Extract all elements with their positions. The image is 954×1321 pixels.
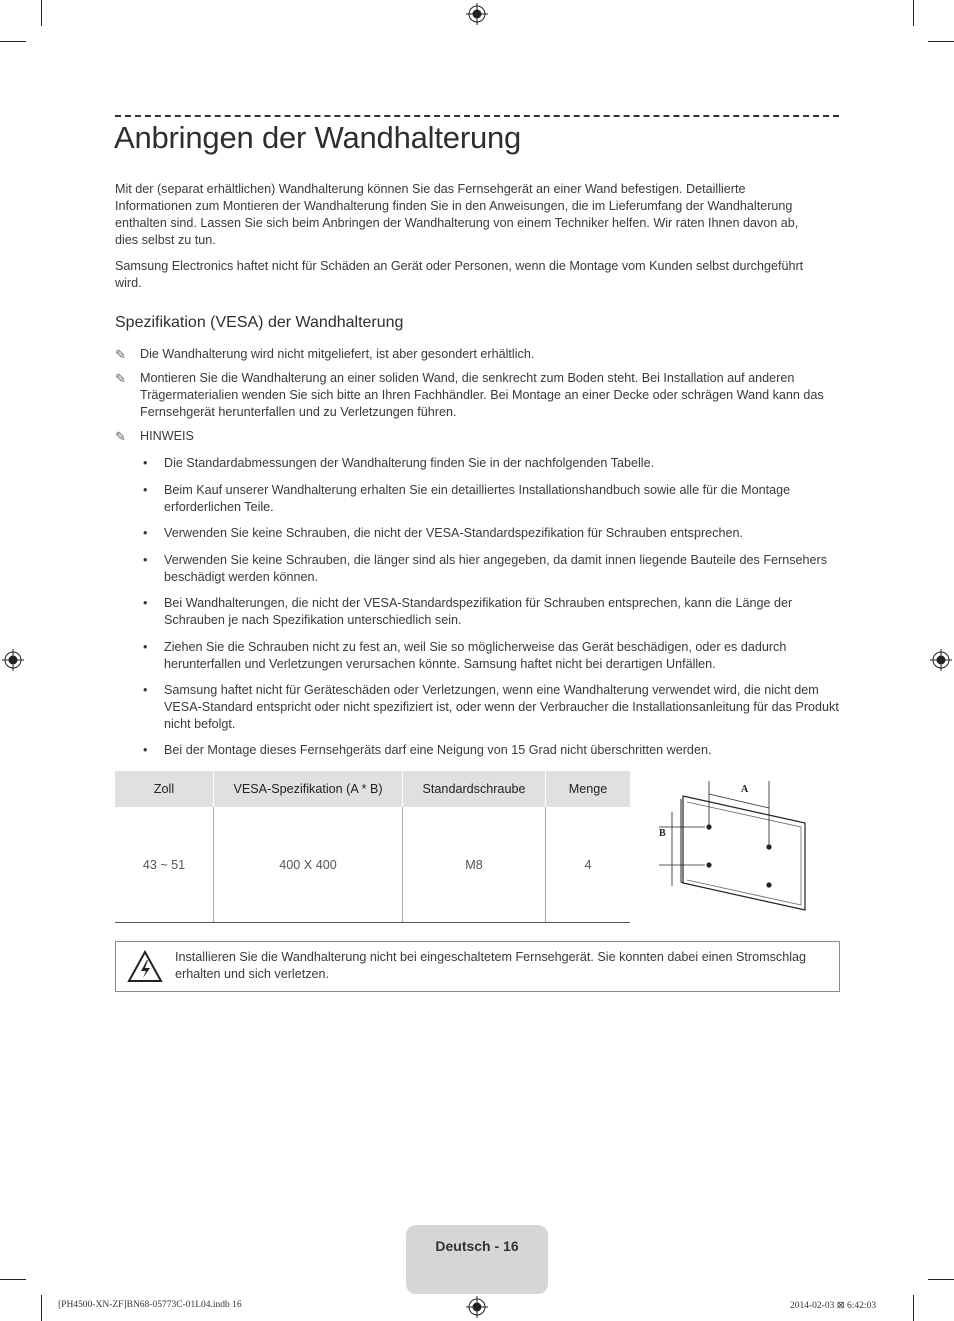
print-footer-left: [PH4500-XN-ZF]BN68-05773C-01L04.indb 16 bbox=[58, 1300, 242, 1310]
registration-mark-icon bbox=[466, 1296, 488, 1318]
intro-paragraph: Samsung Electronics haftet nicht für Schäden an Gerät oder Personen, wenn die Montage vom Kunden selbst durchgeführt wird. bbox=[115, 259, 804, 290]
note-item bbox=[115, 370, 839, 421]
crop-mark bbox=[928, 41, 954, 42]
list-item-text: Ziehen Sie die Schrauben nicht zu fest an, weil Sie so möglicherweise das Gerät beschädigen, oder es dadurch herunterfallen und Verletzungen verursachen könnte. Samsung haftet nicht bei derartigen Unfällen. bbox=[164, 640, 787, 671]
note-item bbox=[115, 428, 839, 445]
bullet-mark: • bbox=[143, 743, 148, 757]
title-rule bbox=[115, 115, 839, 117]
page-title: Anbringen der Wandhalterung bbox=[114, 120, 522, 155]
section-heading: Spezifikation (VESA) der Wandhalterung bbox=[115, 314, 404, 331]
electric-shock-warning-icon bbox=[127, 950, 163, 983]
crop-mark bbox=[41, 1295, 42, 1321]
crop-mark bbox=[928, 1279, 954, 1280]
warning-text: Installieren Sie die Wandhalterung nicht bei eingeschaltetem Fernsehgerät. Sie konnten dabei einen Stromschlag erhalten und sich verletzen. bbox=[175, 950, 807, 981]
column-header: Standardschraube bbox=[403, 771, 546, 807]
column-header: Zoll bbox=[115, 771, 214, 807]
bullet-mark: • bbox=[143, 456, 148, 470]
bullet-mark: • bbox=[143, 596, 148, 610]
bullet-mark: • bbox=[143, 553, 148, 567]
list-item-text: Die Standardabmessungen der Wandhalterung finden Sie in der nachfolgenden Tabelle. bbox=[164, 456, 655, 470]
list-item-text: Samsung haftet nicht für Geräteschäden oder Verletzungen, wenn eine Wandhalterung verwendet wird, die nicht dem VESA-Standard entspricht oder nicht spezifiziert ist, oder wenn der Verbraucher die Installationsanleitung für das Produkt nicht befolgt. bbox=[164, 683, 839, 731]
pencil-note-icon: ✎ bbox=[115, 371, 126, 386]
note-text: Die Wandhalterung wird nicht mitgeliefert, ist aber gesondert erhältlich. bbox=[140, 347, 535, 361]
table-cell: 400 X 400 bbox=[214, 807, 403, 923]
page-number-tab bbox=[406, 1225, 548, 1294]
table-row bbox=[115, 807, 630, 923]
dimension-label-a: A bbox=[741, 784, 749, 795]
registration-mark-icon bbox=[2, 649, 24, 671]
table-cell: 4 bbox=[546, 807, 631, 923]
table-header-row bbox=[115, 771, 630, 807]
column-header: Menge bbox=[546, 771, 631, 807]
note-text: Montieren Sie die Wandhalterung an einer soliden Wand, die senkrecht zum Boden steht. Bei Installation auf anderen Trägermaterialien wenden Sie sich bitte an Ihren Fachhändler. Bei Montage an einer Decke oder schrägen Wand kann das Fernsehgerät herunterfallen und zu Verletzungen führen. bbox=[140, 371, 824, 419]
page-number: Deutsch - 16 bbox=[435, 1238, 519, 1254]
pencil-note-icon: ✎ bbox=[115, 429, 126, 444]
bullet-mark: • bbox=[143, 683, 148, 697]
list-item-text: Beim Kauf unserer Wandhalterung erhalten Sie ein detailliertes Installationshandbuch sowie alle für die Montage erforderlichen Teile. bbox=[164, 483, 791, 514]
list-item-text: Verwenden Sie keine Schrauben, die länger sind als hier angegeben, da damit innen liegende Bauteile des Fernsehers beschädigt werden können. bbox=[164, 553, 828, 584]
dimension-label-b: B bbox=[659, 828, 666, 839]
bullet-mark: • bbox=[143, 483, 148, 497]
registration-mark-icon bbox=[466, 3, 488, 25]
crop-mark bbox=[0, 41, 26, 42]
column-header: VESA-Spezifikation (A * B) bbox=[214, 771, 403, 807]
vesa-spec-table bbox=[115, 771, 630, 923]
tv-back-diagram bbox=[655, 776, 811, 914]
registration-mark-icon bbox=[930, 649, 952, 671]
table-cell: 43 ~ 51 bbox=[115, 807, 214, 923]
bullet-mark: • bbox=[143, 640, 148, 654]
bullet-mark: • bbox=[143, 526, 148, 540]
note-heading: HINWEIS bbox=[140, 429, 194, 443]
table-cell: M8 bbox=[403, 807, 546, 923]
crop-mark bbox=[913, 0, 914, 26]
list-item-text: Bei der Montage dieses Fernsehgeräts darf eine Neigung von 15 Grad nicht überschritten werden. bbox=[164, 743, 712, 757]
list-item-text: Verwenden Sie keine Schrauben, die nicht der VESA-Standardspezifikation für Schrauben entsprechen. bbox=[164, 526, 743, 540]
note-item bbox=[115, 346, 839, 363]
crop-mark bbox=[41, 0, 42, 26]
crop-mark bbox=[913, 1295, 914, 1321]
list-item-text: Bei Wandhalterungen, die nicht der VESA-Standardspezifikation für Schrauben entsprechen, kann die Länge der Schrauben je nach Spezifikation unterschiedlich sein. bbox=[164, 596, 793, 627]
intro-paragraph: Mit der (separat erhältlichen) Wandhalterung können Sie das Fernsehgerät an einer Wand befestigen. Detaillierte Informationen zum Montieren der Wandhalterung finden Sie in den Anweisungen, die im Lieferumfang der Wandhalterung enthalten sind. Lassen Sie sich beim Anbringen der Wandhalterung von einem Techniker helfen. Wir raten Ihnen davon ab, dies selbst zu tun. bbox=[115, 182, 799, 247]
pencil-note-icon: ✎ bbox=[115, 347, 126, 362]
crop-mark bbox=[0, 1279, 26, 1280]
warning-box bbox=[115, 941, 840, 992]
print-footer-right: 2014-02-03 ⊠ 6:42:03 bbox=[790, 1301, 877, 1311]
